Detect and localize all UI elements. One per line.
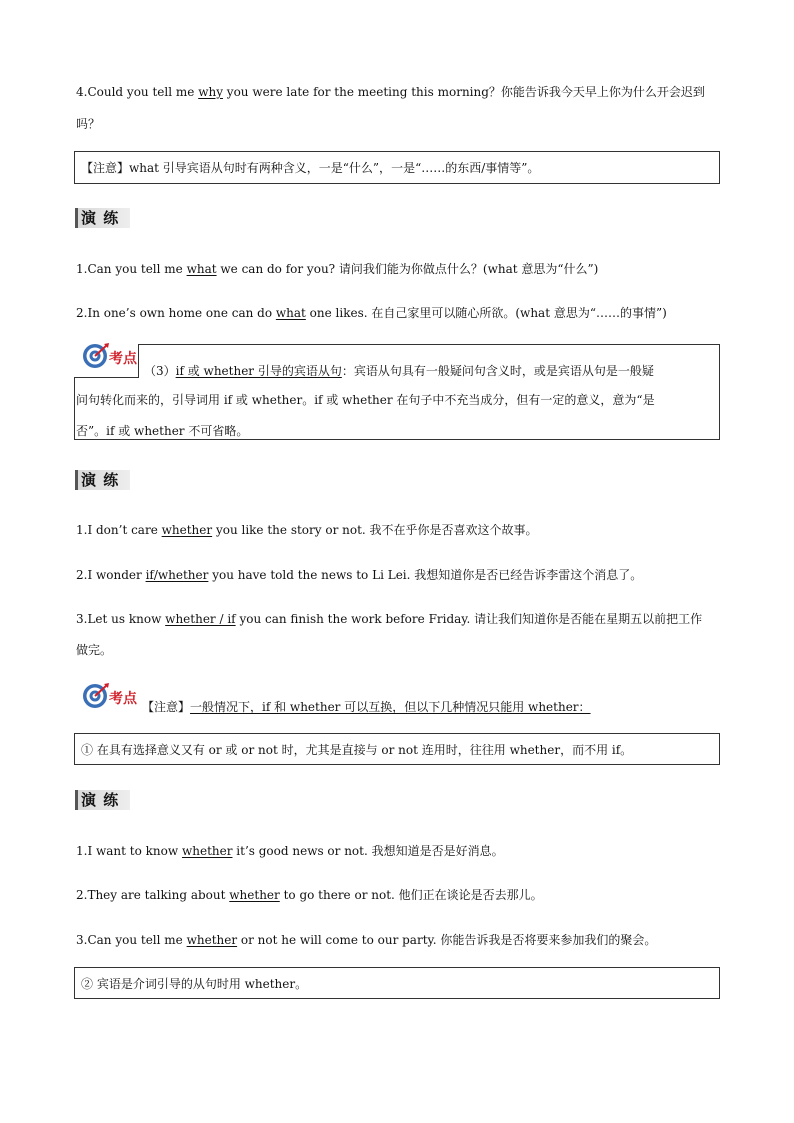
sentence-text: it’s good news or not. 我想知道是否是好消息。: [232, 844, 504, 858]
practice-label: 演 练: [81, 209, 120, 227]
key-point-line-2: 问句转化而来的，引导词用 if 或 whether。if 或 whether 在句子中不充当成分，但有一定的意义，意为“是: [76, 393, 655, 407]
key-point-line-1: [144, 363, 654, 379]
example-sentence-4-cont: 吗？: [76, 117, 101, 131]
answer-word: what: [186, 262, 217, 276]
practice-1-item-1: [76, 261, 598, 277]
sentence-text: you were late for the meeting this morning？你能告诉我今天早上你为什么开会迟到: [222, 85, 705, 99]
practice-3-item-3: [76, 932, 656, 948]
practice-3-item-2: [76, 887, 543, 903]
key-point-number: （3）: [144, 364, 176, 378]
answer-word: whether / if: [165, 612, 236, 626]
answer-word: why: [198, 85, 223, 99]
sentence-text: we can do for you? 请问我们能为你做点什么？(what 意思为“什么”): [216, 262, 599, 276]
rule-box-1: [74, 733, 720, 765]
sentence-text: 2.In one’s own home one can do: [76, 306, 276, 320]
sentence-text: 2.I wonder: [76, 568, 146, 582]
answer-word: whether: [229, 888, 280, 902]
key-point-heading: if 或 whether 引导的宾语从句: [175, 364, 342, 378]
answer-word: if/whether: [145, 568, 209, 582]
answer-word: whether: [181, 844, 233, 858]
practice-3-item-1: [76, 843, 504, 859]
practice-badge: [75, 788, 131, 810]
target-icon: [82, 682, 110, 710]
practice-label: 演 练: [81, 471, 120, 489]
sentence-text: 1.I want to know: [76, 844, 182, 858]
sentence-text: one likes. 在自己家里可以随心所欲。(what 意思为“……的事情”): [305, 306, 667, 320]
sentence-text: 1.I don’t care: [76, 523, 162, 537]
rule-box-2: [74, 967, 720, 999]
practice-badge: [75, 468, 131, 490]
key-point-badge: [82, 682, 142, 712]
sentence-text: 4.Could you tell me: [76, 85, 199, 99]
practice-2-item-3: [76, 611, 702, 627]
practice-badge: [75, 206, 131, 228]
practice-2-item-2: [76, 567, 642, 583]
key-point-label: 考点: [109, 691, 137, 707]
sentence-text: or not he will come to our party. 你能告诉我是否将要来参加我们的聚会。: [237, 933, 657, 947]
sentence-text: you can finish the work before Friday. 请让我们知道你是否能在星期五以前把工作: [235, 612, 703, 626]
key-point-line-3: 否”。if 或 whether 不可省略。: [76, 424, 249, 438]
answer-word: whether: [186, 933, 238, 947]
key-point-text: ：宾语从句具有一般疑问句含义时，或是宾语从句是一般疑: [341, 364, 654, 378]
rule-text: ① 在具有选择意义又有 or 或 or not 时，尤其是直接与 or not 连用时，往往用 whether，而不用 if。: [81, 743, 633, 757]
note-box-what: [74, 151, 720, 184]
practice-2-item-3-cont: 做完。: [76, 643, 113, 657]
sentence-text: 1.Can you tell me: [76, 262, 187, 276]
sentence-text: you like the story or not. 我不在乎你是否喜欢这个故事。: [212, 523, 538, 537]
example-sentence-4: [76, 84, 705, 100]
answer-word: what: [275, 306, 306, 320]
key-point-badge: [82, 342, 142, 372]
practice-2-item-1: [76, 522, 538, 538]
key-point-label: 考点: [109, 351, 137, 367]
note-prefix: 【注意】: [142, 700, 191, 714]
sentence-text: 3.Let us know: [76, 612, 166, 626]
practice-1-item-2: [76, 305, 667, 321]
answer-word: whether: [161, 523, 213, 537]
rule-text: ② 宾语是介词引导的从句时用 whether。: [81, 977, 308, 991]
sentence-text: to go there or not. 他们正在谈论是否去那儿。: [279, 888, 543, 902]
practice-label: 演 练: [81, 791, 120, 809]
sentence-text: 2.They are talking about: [76, 888, 230, 902]
note-text: 一般情况下，if 和 whether 可以互换，但以下几种情况只能用 whether：: [190, 700, 591, 714]
target-icon: [82, 342, 110, 370]
sentence-text: 3.Can you tell me: [76, 933, 187, 947]
note-text: 【注意】what 引导宾语从句时有两种含义，一是“什么”，一是“……的东西/事情等”。: [81, 161, 540, 175]
note-whether-only: [142, 699, 591, 715]
sentence-text: you have told the news to Li Lei. 我想知道你是否已经告诉李雷这个消息了。: [208, 568, 643, 582]
